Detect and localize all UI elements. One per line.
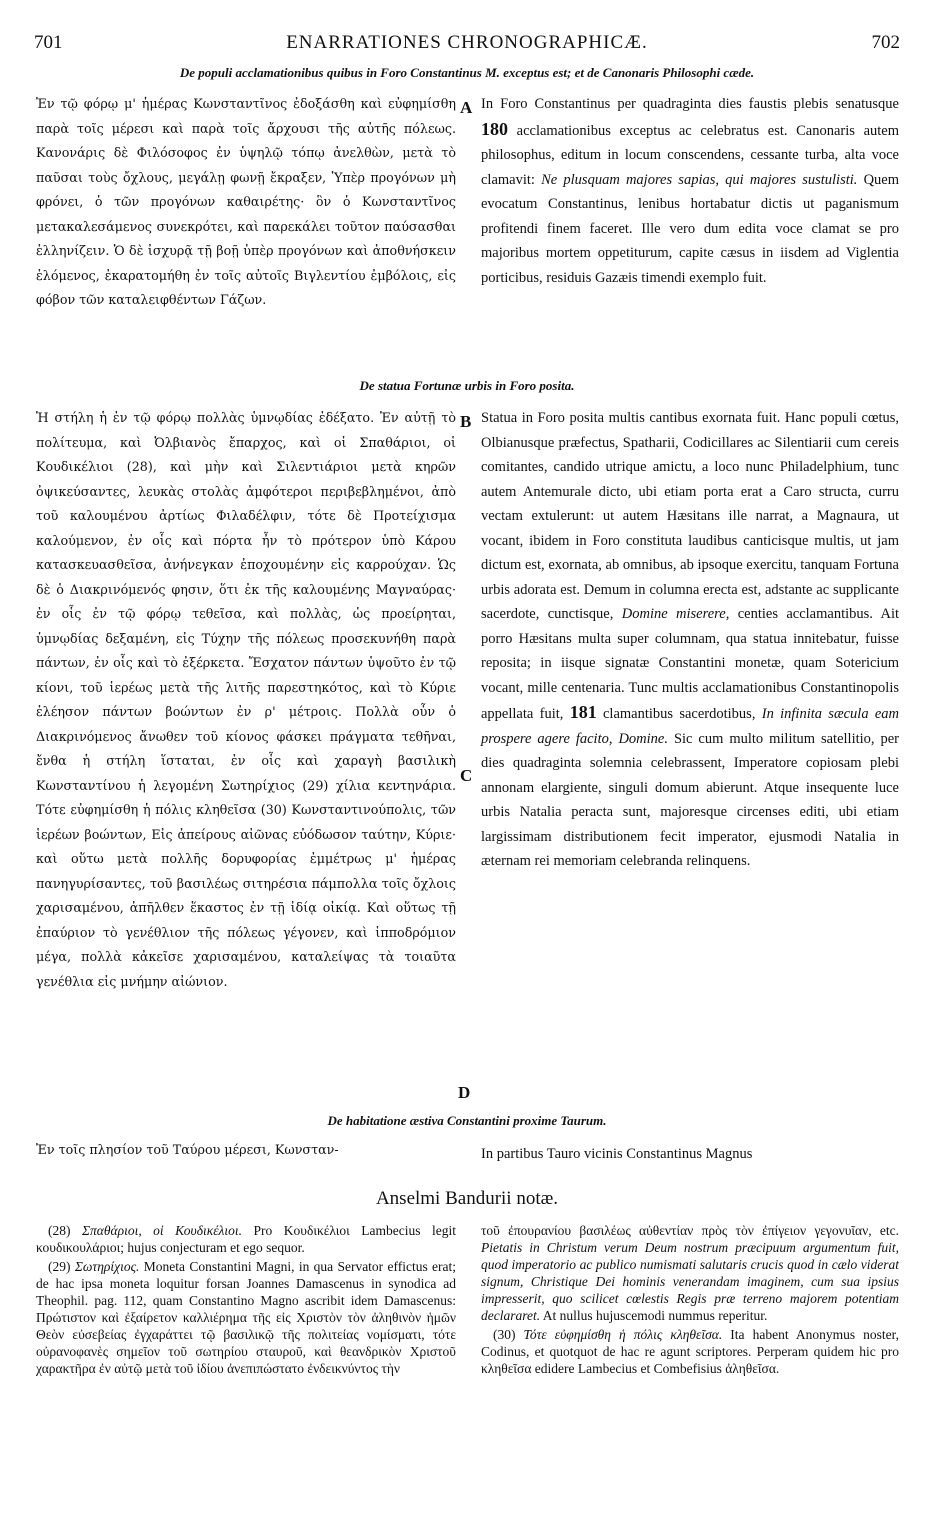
margin-marker-c: C xyxy=(460,766,473,785)
footnote-30 xyxy=(481,1326,899,1377)
greek-text-statue: Ἡ στήλη ἡ ἐν τῷ φόρῳ πολλὰς ὑμνῳδίας ἐδέξατο. Ἐν αὐτῇ τὸ πολίτευμα, καὶ Ὀλβιανὸς ἔπαρχος, καὶ οἱ Σπαθάριοι, οἱ Κουδικέλιοι (28), καὶ μὴν καὶ Σιλεντιάριοι μετὰ κηρῶν ὀψικεύσαντες, λευκὰς στολὰς ἀμφότεροι περιβεβλημένοι, ἀπὸ τοῦ καλουμένου ἀρτίως Φιλαδέλφιν, τότε δὲ Προτείχισμα καλούμενον, ἐν οἷς καὶ πόρτα ἦν τὸ πρότερον ὑπὸ Κάρου κατασκευασθεῖσα, ἀνήνεγκαν ἐποχουμένην εἰς καρρούχαν. Ὡς δὲ ὁ Διακρινόμενός φησιν, ὅτι ἐκ τῆς καλουμένης Μαγναύρας· ἐν οἷς ἐν τῷ φόρῳ τεθεῖσα, καὶ πολλὰς, ὡς προείρηται, ὑμνῳδίας δεξαμένη, εἰς Τύχην τῆς πόλεως προσεκυνήθη παρὰ πάντων, ἐν οἷς καὶ τὸ ἐξέρκετα. Ἔσχατον πάντων ὑψοῦτο ἐν τῷ κίονι, τοῦ ἱερέως μετὰ τῆς λιτῆς παρεστηκότος, καὶ τὸ Κύριε ἐλέησον πάντων βοώντων ἐν ρ' μέτροις. Πολλὰ οὖν ὁ Διακρινόμενος ἄνωθεν τοῦ κίονος φάσκει πράγματα τεθῆναι, ἔνθα ἡ στήλη ἵσταται, ἐν οἷς καὶ χαραγὴ βασιλικὴ Κωνσταντίνου ἡ λεγομένη Σωτηρίχιος (29) χίλια κεντηνάρια. Τότε εὐφημίσθη ἡ πόλις κληθεῖσα (30) Κωνσταντινούπολις, τῶν ἱερέων βοώντων, Εἰς ἀπείρους αἰῶνας εὐόδωσον ταύτην, Κύριε· καὶ οὕτω μετὰ πολλῆς δορυφορίας ἐμμέτρως μ' ἡμέρας πανηγυρίσαντες, τοῦ βασιλέως σιτηρέσια πάμπολλα τοῖς ὄχλοις χαρισαμένου, ἀπῆλθεν ἕκαστος ἐν τῇ ἰδίᾳ οἰκίᾳ. Καὶ οὕτως τῇ ἐπαύριον τὸ γενέθλιον τῆς πόλεως γέγονεν, καὶ ἱπποδρόμιον μέγα, πολλὰ κἀκεῖσε χαρισαμένου, καταλείψας τὰ τοιαῦτα γενέθλια εἰς μνήμην αἰώνιον. xyxy=(36,410,456,989)
latin-text-part: Quem evocatum Constantinus, lenibus hortabatur dictis ut paganismum profitendi finem faceret. Ille vero dum edita voce clamat se pro majoribus mortem oppetiturum, capite cæsus in iisdem ad Viglentia porticibus, residuis Gazæis timendi exemplo fuit. xyxy=(481,171,900,286)
latin-text-part: Statua in Foro posita multis cantibus exornata fuit. Hanc populi cœtus, Olbianusque præfectus, Spatharii, Codicillares ac Silentiarii cum cereis comitantes, candido utrique amictu, a loco nunc Philadelphium, tunc autem Antemurale dicto, ubi etiam porta erat a Caro structa, curru vectam extulerunt: ut autem Hæsitans ille narrat, a Magnaura, ut vocant, ibidem in Foro constituta laudibus canticisque multis, ut jam dictum est, exornata, ab omnibus, ab ipsoque exercitu, tanquam Fortuna urbis adorata est. Demum in columna erecta est, adstante ac supplicante sacerdote, cunctisque, xyxy=(481,410,899,622)
section-number: 180 xyxy=(481,118,508,139)
footnote-29 xyxy=(36,1258,456,1377)
latin-text-statue xyxy=(481,406,899,874)
greek-text-summer-residence: Ἐν τοῖς πλησίον τοῦ Ταύρου μέρεσι, Κωνσταν- xyxy=(36,1142,339,1157)
margin-marker-a: A xyxy=(460,98,473,117)
latin-text-acclamations xyxy=(481,92,899,290)
footnote-text: Ita habent Anonymus noster, Codinus, et quotquot de hac re agunt scriptores. Perperam quidem hic pro κληθεῖσα edidere Lambecius et Combefisius ἀληθεῖσα. xyxy=(481,1327,899,1376)
latin-quote: Domine miserere, xyxy=(621,606,730,622)
footnote-quote: Pietatis in Christum verum Deum nostrum præcipuum argumentum fuit, quod imperatorio ac publico numismati salutaris crucis quod in cælo viderat signum, Christique Dei hominis venerandam imaginem, cum sua ipsius impresserit, quo scilicet cœlestis Regis præ terreno majorem potentiam declararet. xyxy=(481,1240,899,1323)
margin-marker-d: D xyxy=(458,1083,471,1102)
footnote-text: Moneta Constantini Magni, in qua Servator effictus erat; de hac ipsa moneta loquitur forsan Joannes Damascenus in synodica ad Theophil. pag. 112, quam Constantino Magno ascribit idem Damascenus: Πρώτιστον καὶ ἐξαίρετον καλλιέρημα τῆς εἰς Χριστὸν τὸν ἀληθινὸν ἡμῶν Θεὸν εὐσεβείας ἐγχαράττει τῷ βασιλικῷ τῆς πολιτείας νομίσματι, τότε οὐρανοφανὲς σημεῖον τοῦ σωτηρίου σταυροῦ, καὶ θεανδρικὸν Χριστοῦ χαρακτῆρα ἐν αὐτῷ μετὰ τοῦ ἰδίου ἀνεπιπώστατο ἐνδεικνύντος τὴν xyxy=(36,1259,457,1376)
section-title-summer-residence: De habitatione æstiva Constantini proxime Taurum. xyxy=(327,1113,607,1128)
running-header xyxy=(34,32,900,58)
latin-quote: Ne plusquam majores sapias, qui majores sustulisti. xyxy=(541,171,858,188)
footnote-label: (30) xyxy=(493,1327,516,1342)
footnote-heading: Σωτηρίχιος. xyxy=(74,1259,140,1274)
footnote-heading: Τότε εὐφημίσθη ἡ πόλις κληθεῖσα. xyxy=(523,1327,723,1342)
latin-text-part: acclamationibus exceptus ac celebratus est. Canonaris autem philosophus, editum in locum conscendens, cessante turba, alta voce clamavit: xyxy=(481,122,899,188)
footnote-text: At nullus hujuscemodi nummus reperitur. xyxy=(542,1308,768,1323)
margin-marker-b: B xyxy=(460,412,472,431)
section-number: 181 xyxy=(569,702,597,722)
page-number-left: 701 xyxy=(34,32,63,53)
footnote-heading: Σπαθάριοι, οἱ Κουδικέλιοι. xyxy=(82,1223,243,1238)
notes-heading: Anselmi Bandurii notæ. xyxy=(375,1188,559,1209)
latin-text-part: centies acclamantibus. Ait porro Hæsitans multa super columnam, qua statua innitebatur, fuisse reposita; in iisque signatæ Constantini monetæ, quam Sotericium vocant, mille centenaria. Tunc multis acclamationibus Constantinopolis appellata fuit, xyxy=(481,606,899,722)
latin-text-part: clamantibus sacerdotibus, xyxy=(602,706,756,722)
footnote-label: (29) xyxy=(48,1259,71,1274)
footnote-28 xyxy=(36,1222,456,1256)
running-title: ENARRATIONES CHRONOGRAPHICÆ. xyxy=(286,32,648,53)
section-title-statue: De statua Fortunæ urbis in Foro posita. xyxy=(359,378,575,393)
latin-text-part: In Foro Constantinus per quadraginta dies faustis plebis senatusque xyxy=(481,96,899,112)
page-number-right: 702 xyxy=(871,32,900,53)
section-title-acclamations: De populi acclamationibus quibus in Foro Constantinus M. exceptus est; et de Canonaris Philosophi cæde. xyxy=(179,65,755,80)
notes-right-column xyxy=(481,1222,899,1379)
latin-text-part: Sic cum multo militum satellitio, per dies quadraginta solemnia celebrassent, Imperatore copiosam plebi annonam elargiente, singuli domum abierunt. Atque insequente luce urbis Natalia peracta sunt, majoresque circenses editi, ubi etiam largissimam distributionem fecit imperator, ejusmodi Natalia in æternam rei memoriam celebranda relinquens. xyxy=(481,730,900,869)
latin-text-summer-residence: In partibus Tauro vicinis Constantinus Magnus xyxy=(481,1146,753,1162)
footnote-29-continued xyxy=(481,1222,899,1324)
greek-text-acclamations: Ἐν τῷ φόρῳ μ' ἡμέρας Κωνσταντῖνος ἐδοξάσθη καὶ εὐφημίσθη παρὰ τοῖς μέρεσι καὶ παρὰ τοῖς ἄρχουσι τῆς αὐτῆς πόλεως. Κανονάρις δὲ Φιλόσοφος ἐν ὑψηλῷ τόπῳ ἀνελθὼν, μετὰ τὸ παῦσαι τοὺς ὄχλους, μεγάλῃ φωνῇ ἔκραξεν, Ὑπὲρ προγόνων μὴ φρόνει, ὁ τῶν προγόνων καθαιρέτης· ὃν ὁ Κωνσταντῖνος μετακαλεσάμενος συνεκρότει, καὶ παρεκάλει τοῦτον παύσασθαι ἑλληνίζειν. Ὁ δὲ ἰσχυρᾷ τῇ βοῇ ὑπὲρ προγόνων καὶ ἀποθνήσκειν ἑλόμενος, ἐκαρατομήθη ἐν τοῖς αὐτοῖς Βιγλεντίου ἐμβόλοις, εἰς φόβον τῶν καταλειφθέντων Γάζων. xyxy=(36,96,456,307)
footnote-text: Pro Κουδικέλιοι Lambecius legit κουδικουλάριοι; hujus conjecturam et ego sequor. xyxy=(36,1223,457,1255)
footnote-label: (28) xyxy=(48,1223,71,1238)
latin-quote: In infinita sæcula eam prospere agere facito, Domine. xyxy=(481,706,900,747)
footnote-text: τοῦ ἐπουρανίου βασιλέως αὐθεντίαν πρὸς τὸν ἐπίγειον γεγονυῖαν, etc. xyxy=(481,1223,899,1238)
notes-left-column xyxy=(36,1222,456,1379)
